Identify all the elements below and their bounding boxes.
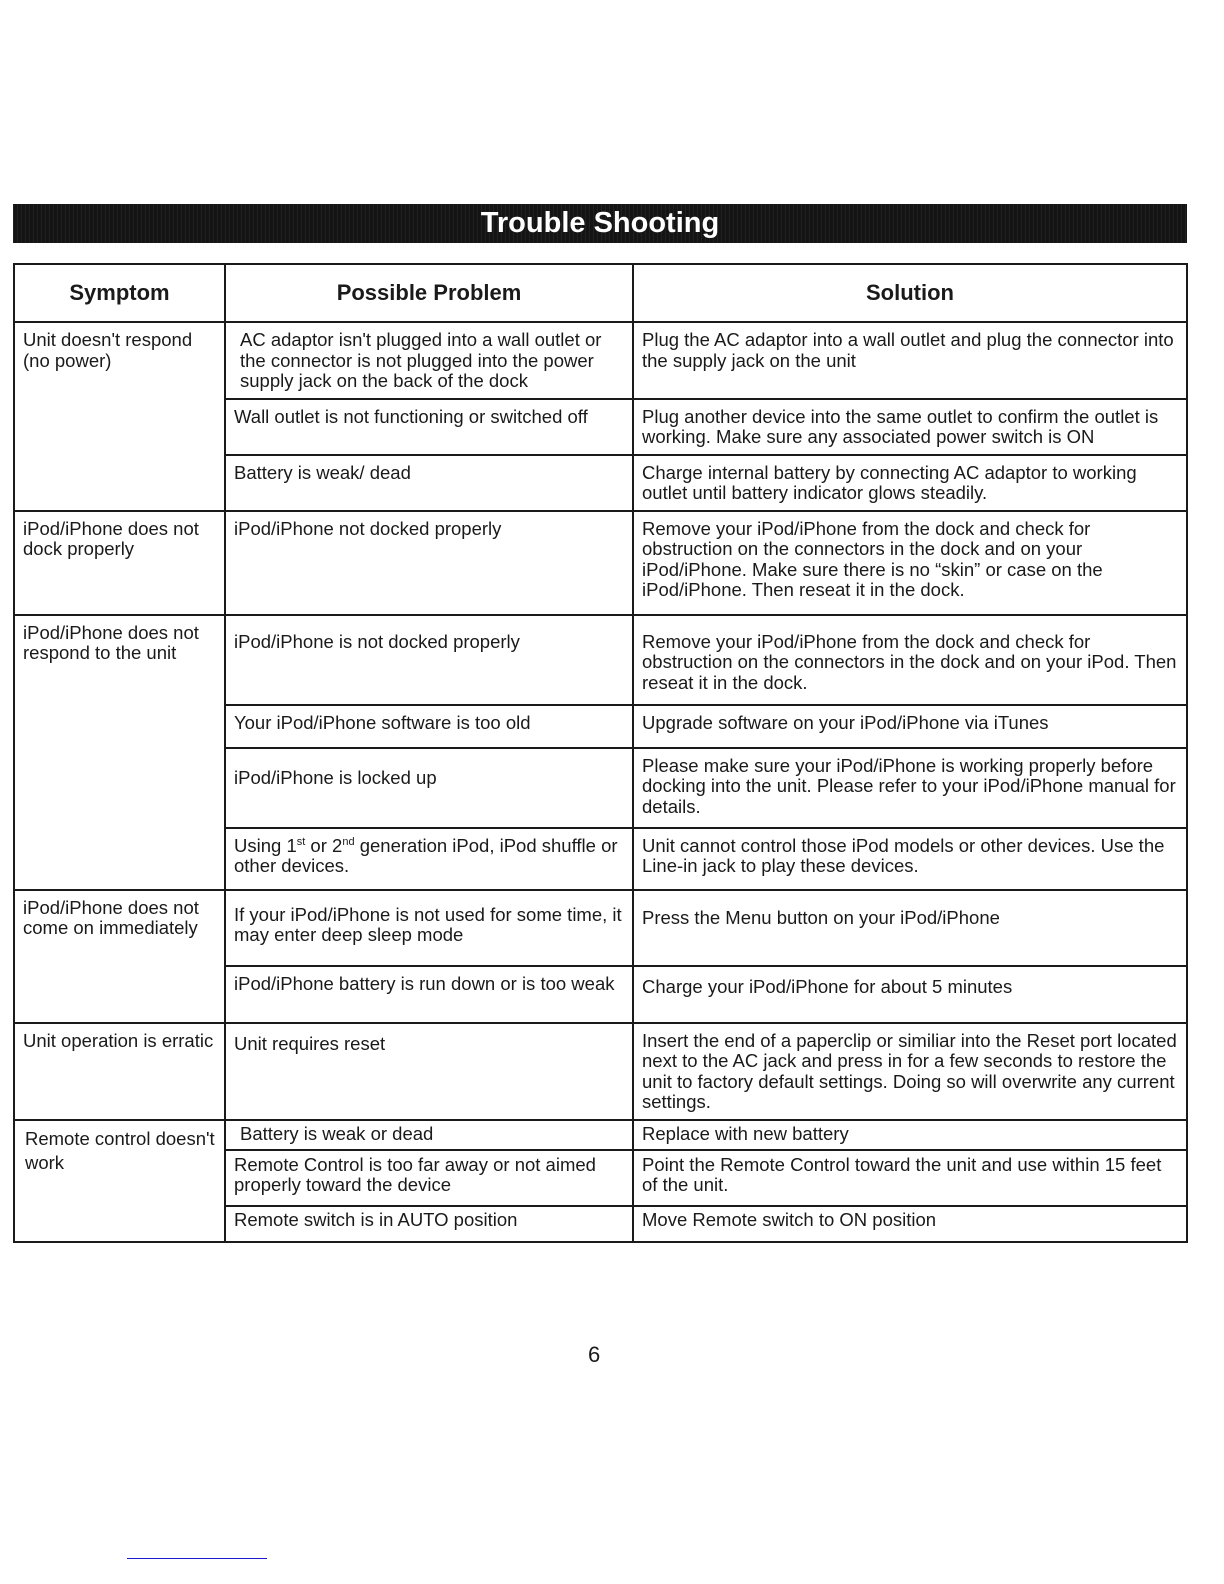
solution-cell: Charge your iPod/iPhone for about 5 minutes xyxy=(633,966,1187,1023)
problem-cell: Battery is weak/ dead xyxy=(225,455,633,511)
footer-underline-link[interactable] xyxy=(127,1558,267,1559)
table-row xyxy=(14,1120,1187,1150)
page-number: 6 xyxy=(588,1342,601,1367)
problem-cell xyxy=(225,748,633,828)
problem-text: iPod/iPhone is locked up xyxy=(234,766,437,788)
symptom-cell: iPod/iPhone does not dock properly xyxy=(14,511,225,615)
symptom-text: Remote control doesn't work xyxy=(25,1127,215,1173)
column-header-symptom: Symptom xyxy=(14,264,225,322)
problem-cell: Using 1st or 2nd generation iPod, iPod shuffle or other devices. xyxy=(225,828,633,890)
problem-cell: Wall outlet is not functioning or switched off xyxy=(225,399,633,455)
section-title: Trouble Shooting xyxy=(480,207,720,239)
table-header-row xyxy=(14,264,1187,322)
solution-cell: Remove your iPod/iPhone from the dock and check for obstruction on the connectors in the dock and on your iPod/iPhone. Make sure there is no “skin” or case on the iPod/iPhone. Then reseat it in the dock. xyxy=(633,511,1187,615)
table-row xyxy=(14,1023,1187,1120)
table-row xyxy=(14,511,1187,615)
column-header-possible-problem: Possible Problem xyxy=(225,264,633,322)
symptom-cell: Unit operation is erratic xyxy=(14,1023,225,1120)
problem-cell: If your iPod/iPhone is not used for some time, it may enter deep sleep mode xyxy=(225,890,633,966)
problem-cell: iPod/iPhone is not docked properly xyxy=(225,615,633,705)
problem-cell: Remote Control is too far away or not aimed properly toward the device xyxy=(225,1150,633,1206)
column-header-solution: Solution xyxy=(633,264,1187,322)
problem-cell: Your iPod/iPhone software is too old xyxy=(225,705,633,748)
symptom-cell: iPod/iPhone does not come on immediately xyxy=(14,890,225,1023)
symptom-cell xyxy=(14,1120,225,1242)
solution-cell: Point the Remote Control toward the unit and use within 15 feet of the unit. xyxy=(633,1150,1187,1206)
solution-cell: Plug another device into the same outlet to confirm the outlet is working. Make sure any associated power switch is ON xyxy=(633,399,1187,455)
solution-cell: Charge internal battery by connecting AC adaptor to working outlet until battery indicator glows steadily. xyxy=(633,455,1187,511)
solution-cell: Insert the end of a paperclip or similiar into the Reset port located next to the AC jack and press in for a few seconds to restore the unit to factory default settings. Doing so will overwrite any current settings. xyxy=(633,1023,1187,1120)
solution-cell: Replace with new battery xyxy=(633,1120,1187,1150)
table-row xyxy=(14,322,1187,399)
problem-cell: Unit requires reset xyxy=(225,1023,633,1120)
solution-cell: Press the Menu button on your iPod/iPhone xyxy=(633,890,1187,966)
symptom-cell: Unit doesn't respond (no power) xyxy=(14,322,225,511)
problem-cell: iPod/iPhone battery is run down or is too weak xyxy=(225,966,633,1023)
table-row xyxy=(14,615,1187,705)
solution-cell: Please make sure your iPod/iPhone is working properly before docking into the unit. Please refer to your iPod/iPhone manual for details. xyxy=(633,748,1187,828)
problem-cell: AC adaptor isn't plugged into a wall outlet or the connector is not plugged into the power supply jack on the back of the dock xyxy=(225,322,633,399)
section-banner xyxy=(13,204,1187,243)
solution-cell: Move Remote switch to ON position xyxy=(633,1206,1187,1242)
symptom-cell: iPod/iPhone does not respond to the unit xyxy=(14,615,225,890)
solution-cell: Plug the AC adaptor into a wall outlet and plug the connector into the supply jack on the unit xyxy=(633,322,1187,399)
solution-cell: Remove your iPod/iPhone from the dock and check for obstruction on the connectors in the dock and on your iPod. Then reseat it in the dock. xyxy=(633,615,1187,705)
problem-cell: iPod/iPhone not docked properly xyxy=(225,511,633,615)
troubleshooting-table xyxy=(13,263,1188,1243)
solution-cell: Upgrade software on your iPod/iPhone via iTunes xyxy=(633,705,1187,748)
problem-cell: Remote switch is in AUTO position xyxy=(225,1206,633,1242)
table-row xyxy=(14,890,1187,966)
problem-cell: Battery is weak or dead xyxy=(225,1120,633,1150)
solution-cell: Unit cannot control those iPod models or other devices. Use the Line-in jack to play these devices. xyxy=(633,828,1187,890)
